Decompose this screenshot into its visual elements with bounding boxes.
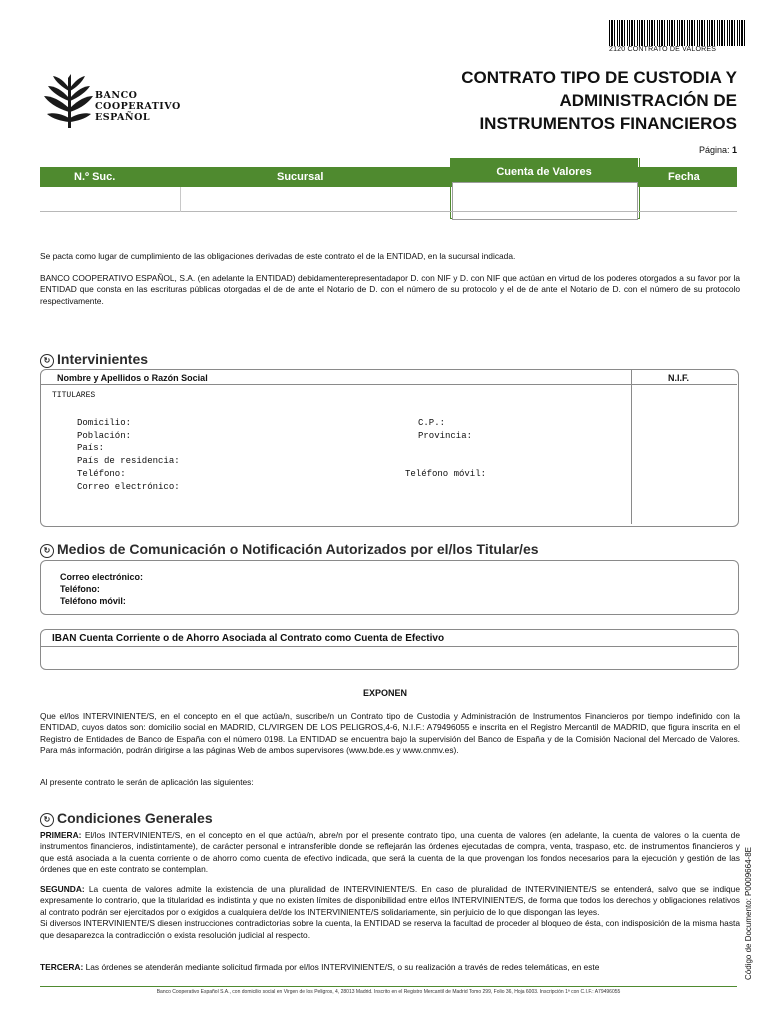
- branch-row-line: [40, 211, 737, 212]
- provincia-label: Provincia:: [418, 431, 473, 441]
- col-nif: N.I.F.: [668, 373, 690, 383]
- page-indicator: Página: 1: [698, 145, 737, 155]
- titulares-label: TITULARES: [52, 391, 96, 400]
- intro-paragraph-1: Se pacta como lugar de cumplimiento de las obligaciones derivadas de este contrato el de la ENTIDAD, en la sucursal indicada.: [40, 251, 516, 261]
- bank-logo-icon: [42, 68, 94, 130]
- arrow-circle-icon: ↻: [40, 544, 54, 558]
- document-title: CONTRATO TIPO DE CUSTODIA Y ADMINISTRACIÓN DE INSTRUMENTOS FINANCIEROS: [461, 68, 737, 133]
- telefono-movil-label: Teléfono móvil:: [405, 469, 487, 479]
- arrow-circle-icon: ↻: [40, 813, 54, 827]
- bank-name: BANCO COOPERATIVO ESPAÑOL: [95, 90, 181, 123]
- col-cuenta-valores: Cuenta de Valores: [450, 158, 638, 182]
- intervinientes-fields: Domicilio: Población: País: País de residencia: Teléfono: Correo electrónico:: [77, 418, 180, 492]
- medios-box: [40, 560, 739, 615]
- divider: [180, 187, 181, 212]
- cp-label: C.P.:: [418, 418, 446, 428]
- footer: Banco Cooperativo Español S.A., con domicilio social en Virgen de los Peligros, 4, 28013 Madrid. Inscrito en el Registro Mercantil de Madrid Tomo 299, Folio 36, Hoja 6003. Inscripción 1ª con C.I.F.: A79496055: [40, 986, 737, 995]
- clause-primera: PRIMERA: El/los INTERVINIENTE/S, en el concepto en el que actúa/n, abre/n por el presente contrato tipo, una cuenta de valores (en adelante, la cuenta de valores o la cuenta de instrumentos financieros, indistintamente), de carácter personal e intransferible donde se reflejarán las órdenes ejecutadas de compra, venta, traspaso, etc. de instrumentos financieros y que está asociada a la cuenta corriente o de ahorro como cuenta de efectivo indicada, que será la cuenta de la que provengan los fondos necesarios para la ejecución y gestión de las órdenes que en este contrato se contemplan.: [40, 830, 740, 875]
- col-sucursal: Sucursal: [277, 171, 324, 183]
- num-suc-field[interactable]: [40, 188, 180, 210]
- section-condiciones-title: ↻ Condiciones Generales: [40, 810, 213, 827]
- section-intervinientes-title: ↻ Intervinientes: [40, 351, 148, 368]
- barcode-number: 2120 CONTRATO DE VALORES: [609, 46, 717, 53]
- iban-label: IBAN Cuenta Corriente o de Ahorro Asociada al Contrato como Cuenta de Efectivo: [52, 633, 445, 644]
- iban-field[interactable]: [42, 648, 735, 666]
- arrow-circle-icon: ↻: [40, 354, 54, 368]
- col-num-suc: N.º Suc.: [74, 171, 116, 183]
- section-medios-title: ↻ Medios de Comunicación o Notificación Autorizados por el/los Titular/es: [40, 541, 539, 558]
- intro-paragraph-2: BANCO COOPERATIVO ESPAÑOL, S.A. (en adelante la ENTIDAD) debidamenterepresentadapor D. con NIF y D. con NIF que actúan en virtud de los poderes otorgados a su favor por la ENTIDAD que consta en las escrituras públicas otorgadas el de de ante el Notario de D. con el número de su protocolo y el de de ante el Notario de D. con el número de su protocolo respectivamente.: [40, 273, 740, 306]
- sucursal-field[interactable]: [182, 188, 448, 210]
- exponen-title: EXPONEN: [362, 688, 407, 698]
- exponen-paragraph-2: Al presente contrato le serán de aplicación las siguientes:: [40, 777, 254, 787]
- medios-fields: Correo electrónico: Teléfono: Teléfono móvil:: [60, 572, 144, 606]
- barcode: [609, 20, 745, 46]
- col-fecha: Fecha: [668, 171, 700, 183]
- divider: [631, 370, 632, 524]
- cuenta-valores-field[interactable]: [452, 182, 638, 220]
- divider: [41, 646, 737, 647]
- clause-tercera: TERCERA: Las órdenes se atenderán mediante solicitud firmada por el/los INTERVINIENTE/S, o su realización a través de redes telemáticas, en este: [40, 962, 600, 972]
- clause-segunda: SEGUNDA: La cuenta de valores admite la existencia de una pluralidad de INTERVINIENTE/S. En caso de pluralidad de INTERVINIENTE/S se entenderá, salvo que se indique expresamente lo contrario, que la titularidad es indistinta y que no existen límites de disponibilidad entre el/los INTERVINIENTE/S, de forma que todos los derechos y obligaciones relativos al contrato podrán ser ejercitados por o exigidos a cualquiera del/de los INTERVINIENTE/S solidariamente, sin perjuicio de lo que dispongan las leyes. Si diversos INTERVINIENTE/S diesen instrucciones contradictorias sobre la cuenta, la ENTIDAD se reserva la facultad de proceder al bloqueo de ésta, con indisposición de la misma hasta que desaparezca la contradicción o exista resolución judicial al respecto.: [40, 884, 740, 940]
- divider: [41, 384, 737, 385]
- col-nombre: Nombre y Apellidos o Razón Social: [57, 373, 208, 383]
- fecha-field[interactable]: [640, 188, 736, 210]
- document-code: Código de Documento: P0009664-8E: [744, 847, 753, 980]
- exponen-paragraph: Que el/los INTERVINIENTE/S, en el concepto en el que actúa/n, suscribe/n un Contrato tipo de Custodia y Administración de Instrumentos Financieros por tiempo indefinido con la ENTIDAD, cuyos datos son: domicilio social en MADRID, CL/VIRGEN DE LOS PELIGROS,4-6, N.I.F.: A79496055 e inscrita en el Registro Mercantil de MADRID, que figura inscrita en el Registro de Entidades de Banco de España con el número 0198. La ENTIDAD se encuentra bajo la supervisión del Banco de España y de la Comisión Nacional del Mercado de Valores. Para más información, podrán dirigirse a las páginas Web de ambos supervisores (www.bde.es y www.cnmv.es).: [40, 711, 740, 756]
